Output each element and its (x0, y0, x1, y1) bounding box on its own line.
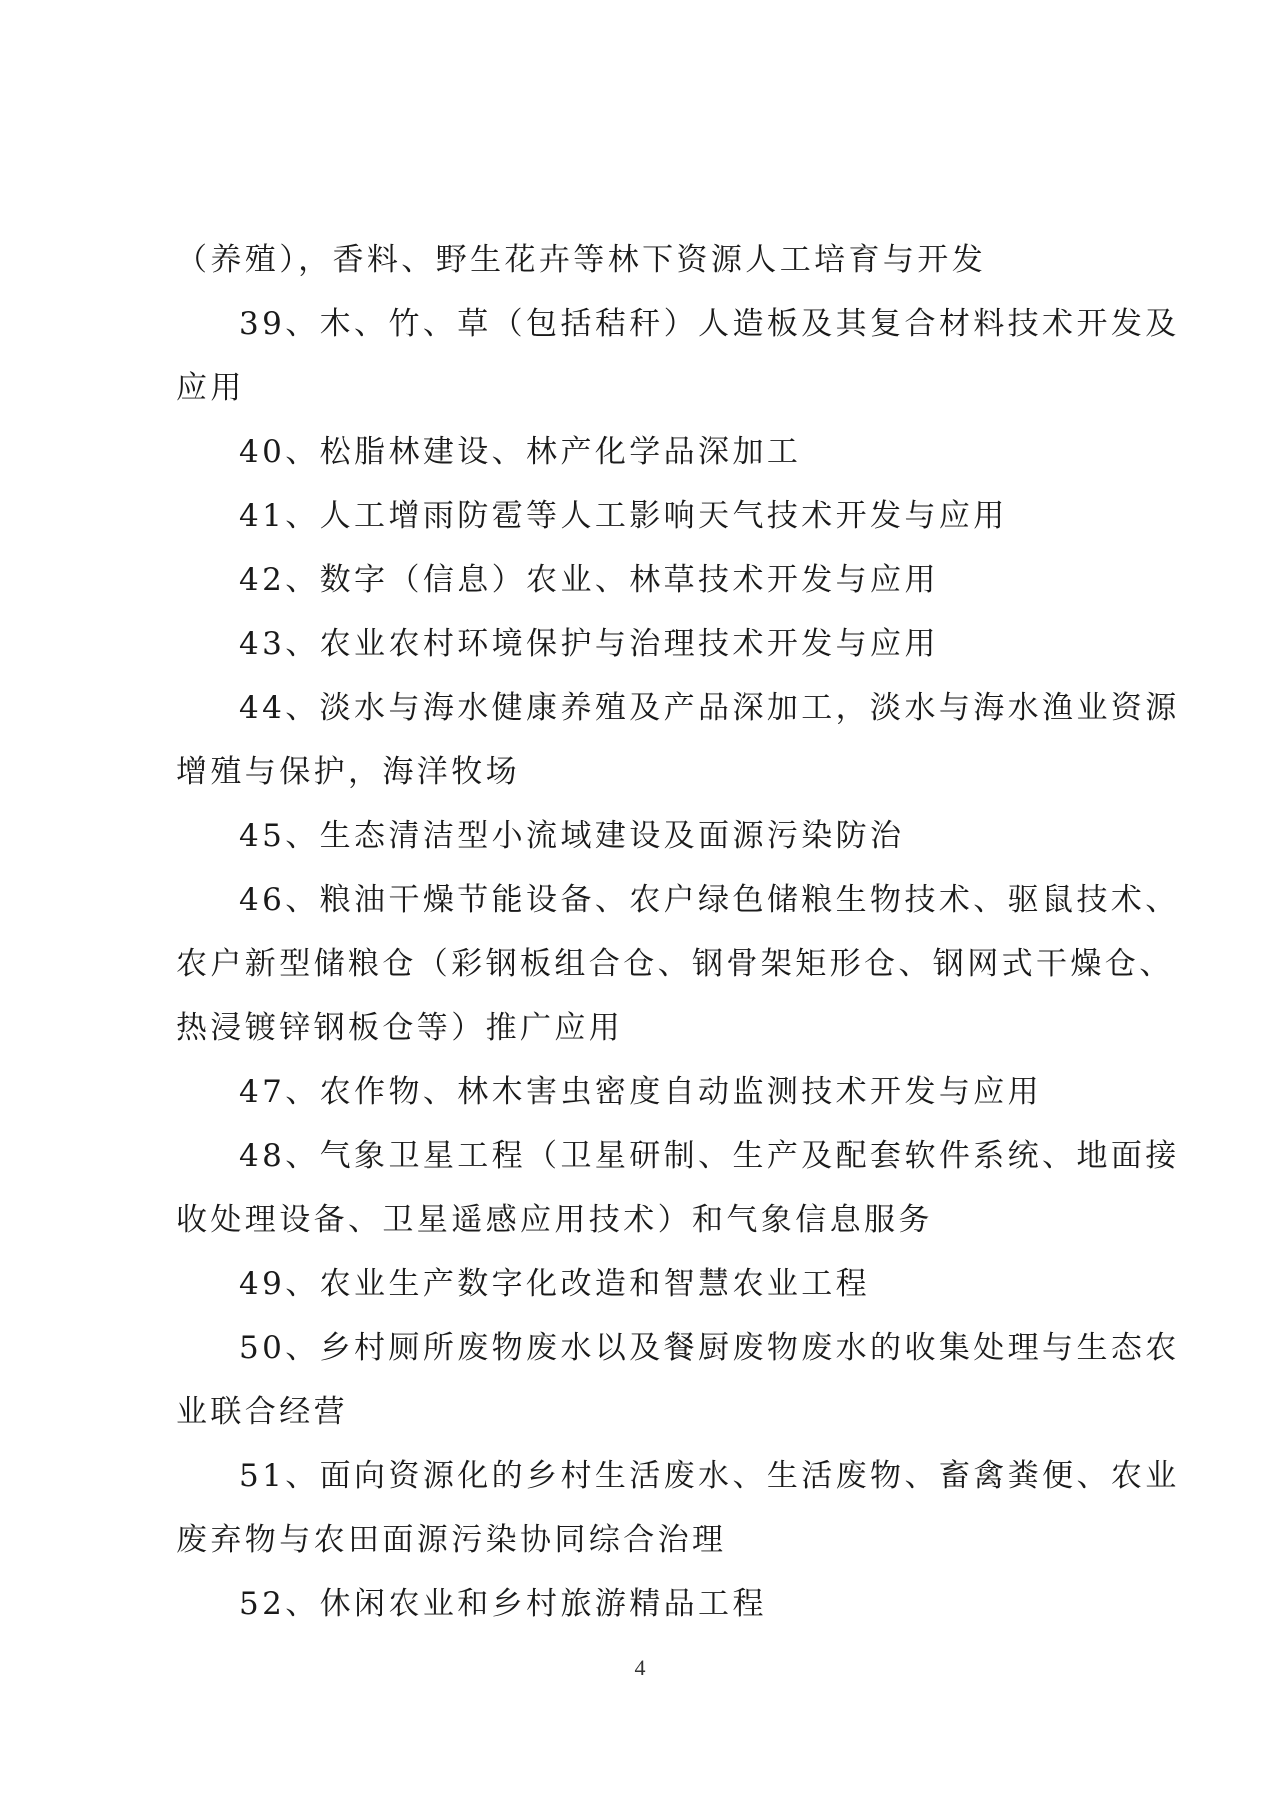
text-line: 44、淡水与海水健康养殖及产品深加工，淡水与海水渔业资源 (239, 690, 1180, 726)
text-line: 增殖与保护，海洋牧场 (176, 754, 520, 790)
text-line: 40、松脂林建设、林产化学品深加工 (239, 434, 802, 470)
text-line: 50、乡村厕所废物废水以及餐厨废物废水的收集处理与生态农 (239, 1330, 1180, 1366)
text-line: 46、粮油干燥节能设备、农户绿色储粮生物技术、驱鼠技术、 (239, 882, 1180, 918)
text-line: 农户新型储粮仓（彩钢板组合仓、钢骨架矩形仓、钢网式干燥仓、 (176, 946, 1174, 982)
text-line: 41、人工增雨防雹等人工影响天气技术开发与应用 (239, 498, 1008, 534)
document-body (176, 228, 1180, 1636)
text-line: 52、休闲农业和乡村旅游精品工程 (239, 1586, 767, 1622)
text-line: 应用 (176, 370, 245, 406)
text-line: 47、农作物、林木害虫密度自动监测技术开发与应用 (239, 1074, 1043, 1110)
text-line: 热浸镀锌钢板仓等）推广应用 (176, 1010, 624, 1046)
text-line: 42、数字（信息）农业、林草技术开发与应用 (239, 562, 939, 598)
text-line: 收处理设备、卫星遥感应用技术）和气象信息服务 (176, 1202, 933, 1238)
page-number: 4 (634, 1655, 646, 1680)
text-line: 39、木、竹、草（包括秸秆）人造板及其复合材料技术开发及 (239, 306, 1180, 342)
text-line: 43、农业农村环境保护与治理技术开发与应用 (239, 626, 939, 662)
text-line: 业联合经营 (176, 1394, 348, 1430)
text-line: 48、气象卫星工程（卫星研制、生产及配套软件系统、地面接 (239, 1138, 1180, 1174)
text-line: 45、生态清洁型小流域建设及面源污染防治 (239, 818, 905, 854)
text-line: （养殖），香料、野生花卉等林下资源人工培育与开发 (176, 242, 987, 278)
text-line: 废弃物与农田面源污染协同综合治理 (176, 1522, 727, 1558)
text-line: 49、农业生产数字化改造和智慧农业工程 (239, 1266, 871, 1302)
text-line: 51、面向资源化的乡村生活废水、生活废物、畜禽粪便、农业 (239, 1458, 1180, 1494)
